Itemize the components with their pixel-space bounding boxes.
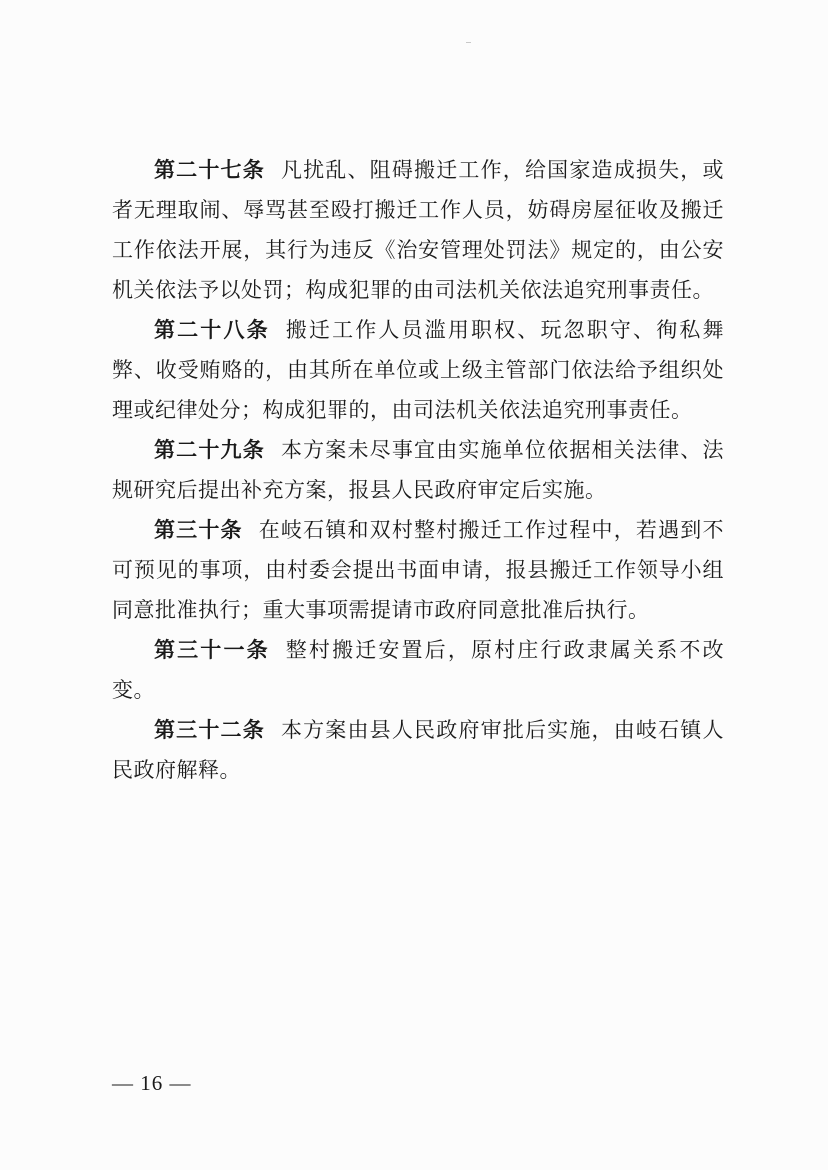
article-title: 第三十条 bbox=[154, 518, 243, 542]
article-28 bbox=[112, 310, 724, 430]
article-text: 整村搬迁安置后，原村庄行政隶属关系不改变。 bbox=[112, 638, 725, 702]
article-title: 第三十一条 bbox=[154, 638, 270, 662]
article-29 bbox=[112, 430, 724, 510]
article-text: 在岐石镇和双村整村搬迁工作过程中，若遇到不可预见的事项，由村委会提出书面申请，报县搬迁工作领导小组同意批准执行；重大事项需提请市政府同意批准后执行。 bbox=[112, 518, 724, 622]
article-title: 第三十二条 bbox=[154, 718, 265, 742]
article-30 bbox=[112, 510, 724, 630]
article-text: 本方案未尽事宜由实施单位依据相关法律、法规研究后提出补充方案，报县人民政府审定后实施。 bbox=[112, 438, 724, 502]
article-text: 搬迁工作人员滥用职权、玩忽职守、徇私舞弊、收受贿赂的，由其所在单位或上级主管部门依法给予组织处理或纪律处分；构成犯罪的，由司法机关依法追究刑事责任。 bbox=[112, 318, 725, 422]
article-32 bbox=[112, 710, 724, 790]
page-number: — 16 — bbox=[112, 1071, 192, 1095]
article-title: 第二十九条 bbox=[154, 438, 265, 462]
scan-mark bbox=[466, 42, 471, 43]
article-text: 凡扰乱、阻碍搬迁工作，给国家造成损失，或者无理取闹、辱骂甚至殴打搬迁工作人员，妨碍房屋征收及搬迁工作依法开展，其行为违反《治安管理处罚法》规定的，由公安机关依法予以处罚；构成犯罪的由司法机关依法追究刑事责任。 bbox=[112, 158, 724, 302]
article-31 bbox=[112, 630, 724, 710]
article-title: 第二十七条 bbox=[154, 158, 265, 182]
article-text: 本方案由县人民政府审批后实施，由岐石镇人民政府解释。 bbox=[112, 718, 724, 782]
article-27 bbox=[112, 150, 724, 310]
article-title: 第二十八条 bbox=[154, 318, 270, 342]
document-body bbox=[112, 150, 724, 790]
